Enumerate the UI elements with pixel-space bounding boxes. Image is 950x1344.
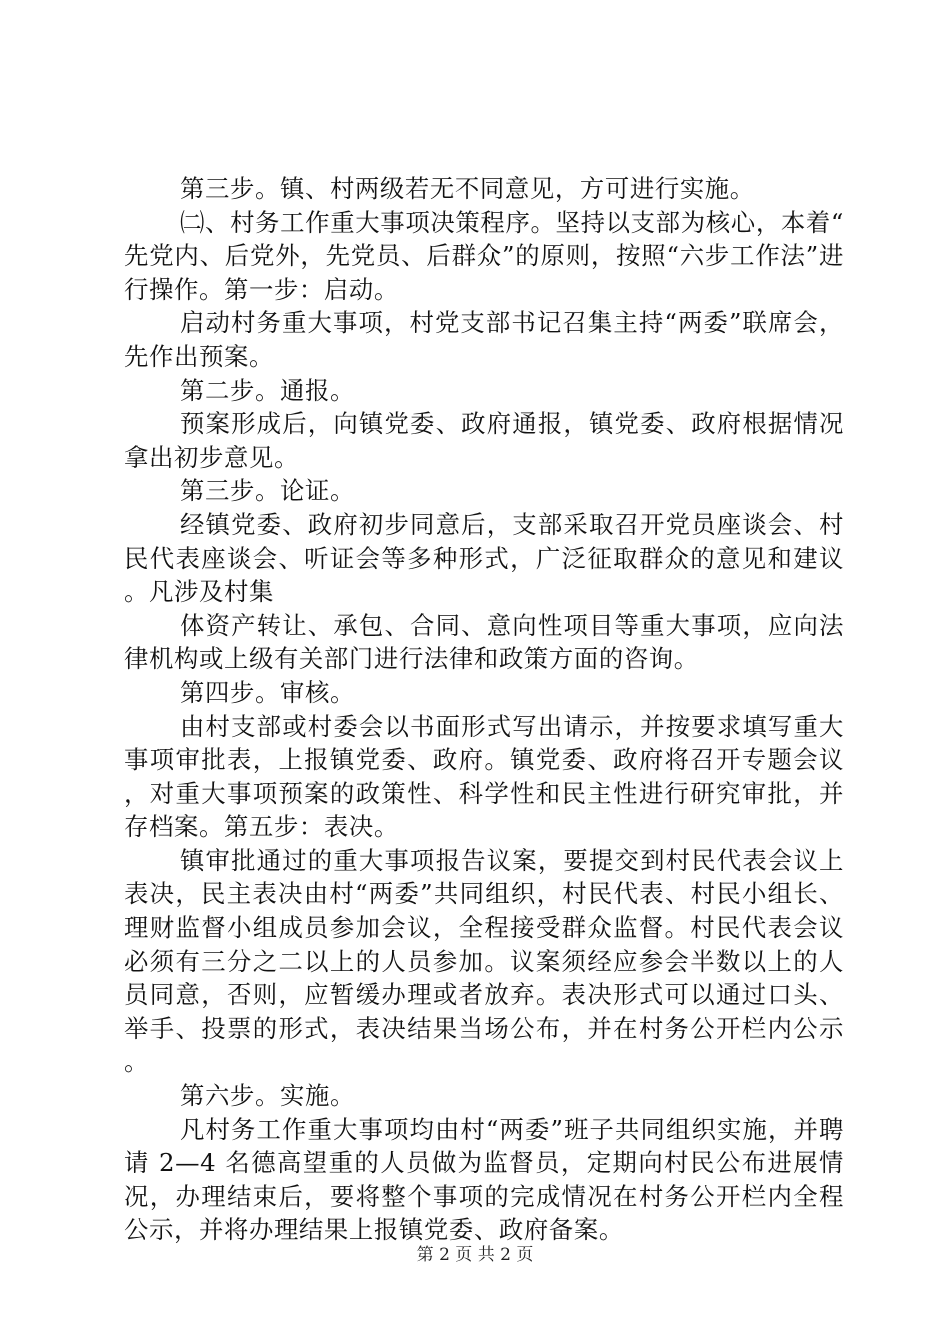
paragraph: ㈡、村务工作重大事项决策程序。坚持以支部为核心，本着“先党内、后党外，先党员、后群众”的原则，按照“六步工作法”进行操作。第一步：启动。 <box>124 207 844 304</box>
document-body <box>124 172 844 1247</box>
paragraph: 由村支部或村委会以书面形式写出请示，并按要求填写重大事项审批表，上报镇党委、政府。镇党委、政府将召开专题会议，对重大事项预案的政策性、科学性和民主性进行研究审批，并存档案。第五步：表决。 <box>124 711 844 842</box>
paragraph: 凡村务工作重大事项均由村“两委”班子共同组织实施，并聘请 2—4 名德高望重的人员做为监督员，定期向村民公布进展情况，办理结束后，要将整个事项的完成情况在村务公开栏内全程公示，并将办理结果上报镇党委、政府备案。 <box>124 1114 844 1245</box>
page-number-footer: 第 2 页 共 2 页 <box>416 1245 534 1265</box>
paragraph: 体资产转让、承包、合同、意向性项目等重大事项，应向法律机构或上级有关部门进行法律和政策方面的咨询。 <box>124 610 844 674</box>
paragraph: 第六步。实施。 <box>180 1081 355 1111</box>
paragraph: 镇审批通过的重大事项报告议案，要提交到村民代表会议上表决，民主表决由村“两委”共同组织，村民代表、村民小组长、理财监督小组成员参加会议，全程接受群众监督。村民代表会议必须有三分之二以上的人员参加。议案须经应参会半数以上的人员同意，否则，应暂缓办理或者放弃。表决形式可以通过口头、举手、投票的形式，表决结果当场公布，并在村务公开栏内公示。 <box>124 845 844 1077</box>
paragraph: 启动村务重大事项，村党支部书记召集主持“两委”联席会，先作出预案。 <box>124 308 844 371</box>
paragraph: 第三步。论证。 <box>180 476 355 506</box>
paragraph: 第二步。通报。 <box>180 375 355 405</box>
paragraph: 经镇党委、政府初步同意后，支部采取召开党员座谈会、村民代表座谈会、听证会等多种形式，广泛征取群众的意见和建议。凡涉及村集 <box>124 509 844 607</box>
paragraph: 第三步。镇、村两级若无不同意见，方可进行实施。 <box>180 174 755 203</box>
paragraph: 第四步。审核。 <box>180 677 355 707</box>
paragraph: 预案形成后，向镇党委、政府通报，镇党委、政府根据情况拿出初步意见。 <box>124 409 844 472</box>
